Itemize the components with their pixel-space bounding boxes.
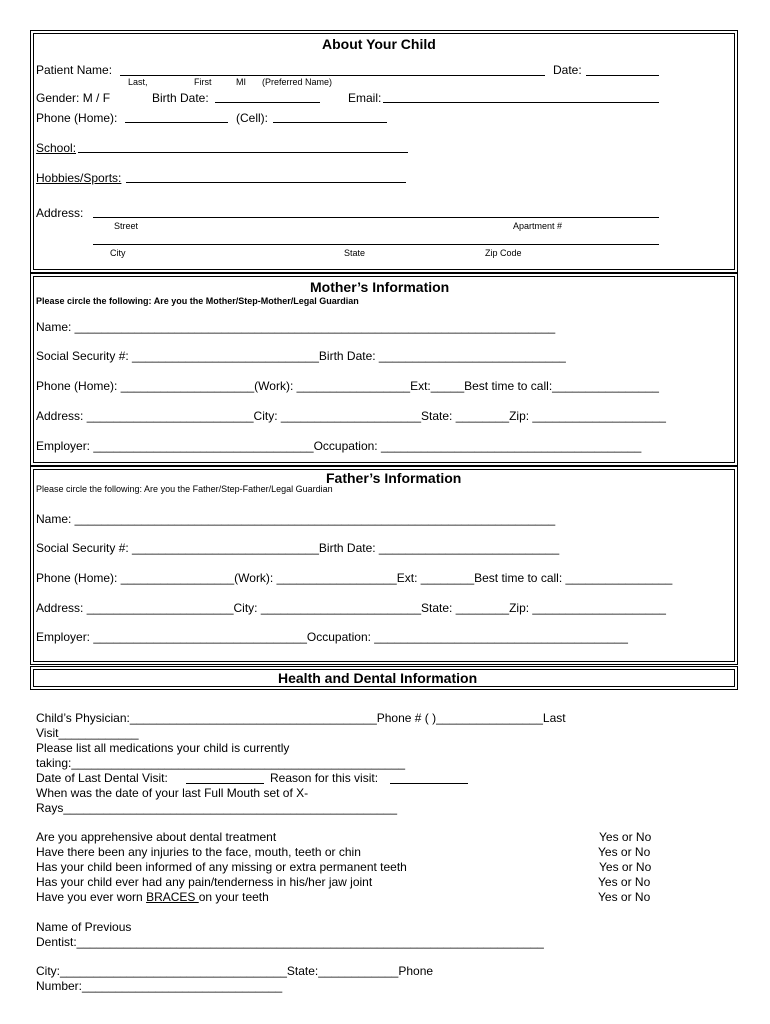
physician-line-2[interactable]: Visit____________ — [36, 726, 139, 740]
school-field[interactable] — [78, 152, 408, 153]
city-sub: City — [110, 248, 126, 258]
question-braces — [36, 890, 269, 904]
question-apprehensive: Are you apprehensive about dental treatment — [36, 830, 277, 844]
birth-date-field[interactable] — [215, 102, 320, 103]
answer-injuries[interactable]: Yes or No — [598, 845, 651, 859]
address-street-field[interactable] — [93, 217, 659, 218]
sub-mi: MI — [236, 77, 246, 87]
state-sub: State — [344, 248, 366, 258]
patient-name-label: Patient Name: — [36, 63, 113, 77]
phone-home-field[interactable] — [125, 122, 228, 123]
reason-field[interactable] — [390, 783, 468, 784]
sub-preferred: (Preferred Name) — [262, 77, 333, 87]
email-label: Email: — [348, 91, 382, 105]
answer-apprehensive[interactable]: Yes or No — [599, 830, 652, 844]
father-address-field[interactable]: Address: ______________________City: ________________________State: ________Zip: ____________________ — [36, 601, 666, 615]
previous-dentist-line-1: Name of Previous — [36, 920, 132, 934]
answer-jaw-pain[interactable]: Yes or No — [598, 875, 651, 889]
mother-title: Mother’s Information — [310, 279, 450, 295]
street-sub: Street — [114, 221, 139, 231]
father-phone-field[interactable]: Phone (Home): _________________(Work): __________________Ext: ________Best time to call: ________________ — [36, 571, 673, 585]
city-state-line-1[interactable]: City:__________________________________State:____________Phone — [36, 964, 434, 978]
father-circle-note: Please circle the following: Are you the Father/Step-Father/Legal Guardian — [36, 484, 333, 494]
father-employer-field[interactable]: Employer: ________________________________Occupation: ______________________________________ — [36, 630, 628, 644]
date-label: Date: — [553, 63, 582, 77]
father-title: Father’s Information — [326, 470, 462, 486]
school-label: School: — [36, 141, 77, 155]
phone-home-label: Phone (Home): — [36, 111, 118, 125]
mother-employer-field[interactable]: Employer: _________________________________Occupation: _______________________________________ — [36, 439, 642, 453]
previous-dentist-line-2[interactable]: Dentist:______________________________________________________________________ — [36, 935, 544, 949]
braces-text-a: Have you ever worn — [36, 890, 147, 904]
sub-last: Last, — [128, 77, 148, 87]
mother-circle-note: Please circle the following: Are you the Mother/Step-Mother/Legal Guardian — [36, 296, 359, 306]
sub-first: First — [194, 77, 212, 87]
physician-line-1[interactable]: Child’s Physician:_____________________________________Phone # ( )________________Last — [36, 711, 566, 725]
cell-label: (Cell): — [236, 111, 268, 125]
about-child-title: About Your Child — [322, 36, 436, 52]
xray-line-2[interactable]: Rays__________________________________________________ — [36, 801, 398, 815]
patient-name-field[interactable] — [120, 75, 545, 76]
health-title: Health and Dental Information — [278, 670, 478, 686]
reason-label: Reason for this visit: — [270, 771, 379, 785]
hobbies-label: Hobbies/Sports: — [36, 171, 122, 185]
father-ssn-field[interactable]: Social Security #: ____________________________Birth Date: ___________________________ — [36, 541, 560, 555]
answer-braces[interactable]: Yes or No — [598, 890, 651, 904]
xray-line-1: When was the date of your last Full Mouth set of X- — [36, 786, 309, 800]
mother-address-field[interactable]: Address: _________________________City: _____________________State: ________Zip: ____________________ — [36, 409, 666, 423]
last-dental-visit-label: Date of Last Dental Visit: — [36, 771, 168, 785]
medications-line-1: Please list all medications your child is currently — [36, 741, 290, 755]
last-dental-visit-field[interactable] — [186, 783, 264, 784]
city-state-line-2[interactable]: Number:______________________________ — [36, 979, 283, 993]
father-name-field[interactable]: Name: ________________________________________________________________________ — [36, 512, 556, 526]
apartment-sub: Apartment # — [513, 221, 563, 231]
braces-text-c: on your teeth — [198, 890, 269, 904]
answer-missing-teeth[interactable]: Yes or No — [599, 860, 652, 874]
email-field[interactable] — [383, 102, 659, 103]
birth-date-label: Birth Date: — [152, 91, 209, 105]
question-injuries: Have there been any injuries to the face, mouth, teeth or chin — [36, 845, 361, 859]
date-field[interactable] — [586, 75, 659, 76]
mother-phone-field[interactable]: Phone (Home): ____________________(Work): _________________Ext:_____Best time to call:________________ — [36, 379, 659, 393]
address-city-field[interactable] — [93, 244, 659, 245]
gender-label: Gender: M / F — [36, 91, 111, 105]
question-jaw-pain: Has your child ever had any pain/tenderness in his/her jaw joint — [36, 875, 373, 889]
braces-text-b: BRACES — [146, 890, 199, 904]
address-label: Address: — [36, 206, 84, 220]
cell-field[interactable] — [273, 122, 387, 123]
medications-line-2[interactable]: taking:__________________________________________________ — [36, 756, 406, 770]
hobbies-field[interactable] — [126, 182, 406, 183]
mother-name-field[interactable]: Name: ________________________________________________________________________ — [36, 320, 556, 334]
zip-sub: Zip Code — [485, 248, 522, 258]
mother-ssn-field[interactable]: Social Security #: ____________________________Birth Date: ____________________________ — [36, 349, 566, 363]
question-missing-teeth: Has your child been informed of any missing or extra permanent teeth — [36, 860, 407, 874]
